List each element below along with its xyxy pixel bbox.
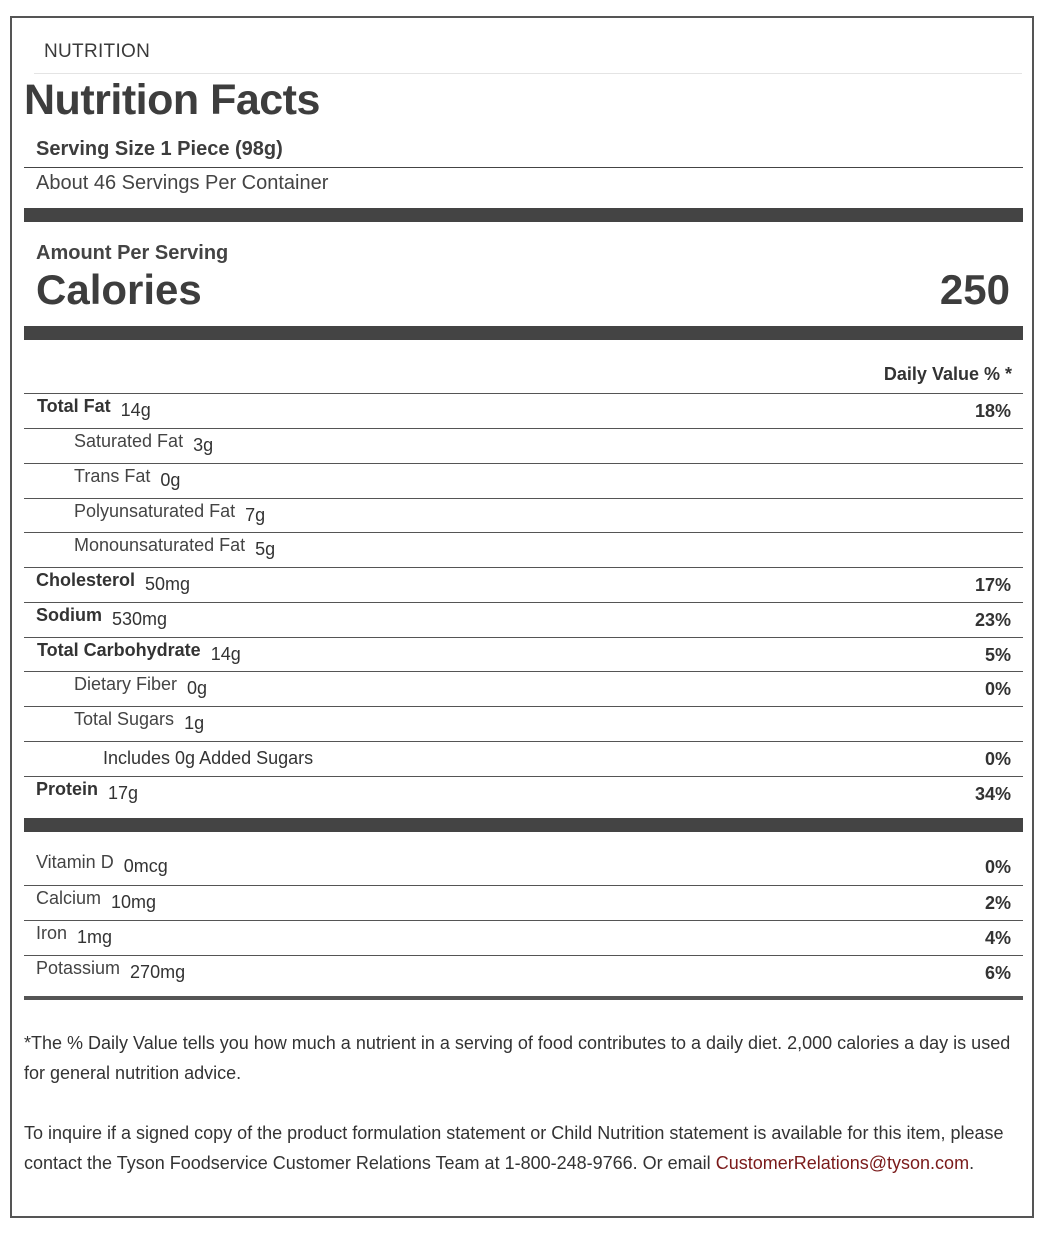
nutrient-row-dietary-fiber: [24, 671, 1023, 705]
nutrient-name: Total Carbohydrate 14g: [37, 640, 241, 664]
nutrient-name: Calcium 10mg: [36, 888, 157, 912]
bottom-divider: [24, 996, 1023, 1000]
inquiry-text: To inquire if a signed copy of the product formulation statement or Child Nutrition statement is available for this item, please contact the Tyson Foodservice Customer Relations Team at 1-800-248-9766. Or email: [24, 1123, 1004, 1173]
nutrient-amount: 270mg: [130, 962, 186, 982]
nutrient-row-trans-fat: [24, 463, 1023, 497]
section-label: NUTRITION: [34, 34, 1022, 74]
nutrient-amount: 14g: [210, 644, 241, 664]
nutrient-amount: 3g: [193, 435, 214, 455]
nutrient-name: Monounsaturated Fat 5g: [74, 535, 276, 559]
daily-value-footnote: *The % Daily Value tells you how much a nutrient in a serving of food contributes to a daily diet. 2,000 calories a day is used for general nutrition advice.: [24, 1033, 1011, 1083]
thick-divider: [24, 818, 1023, 832]
nutrient-amount: 50mg: [145, 574, 191, 594]
nutrition-facts-title: Nutrition Facts: [24, 76, 320, 124]
nutrient-daily-value: 17%: [974, 575, 1011, 595]
nutrient-row-monounsaturated-fat: [24, 532, 1023, 566]
amount-per-serving-label: Amount Per Serving: [36, 242, 229, 264]
nutrient-name: Total Sugars 1g: [74, 709, 205, 733]
thick-divider: [24, 326, 1023, 340]
nutrient-daily-value: 23%: [974, 610, 1011, 630]
nutrient-name: Trans Fat 0g: [74, 466, 181, 490]
nutrient-row-total-fat: [24, 393, 1023, 427]
nutrient-daily-value: 4%: [984, 928, 1011, 948]
nutrient-daily-value: 0%: [984, 749, 1011, 769]
nutrient-name: Cholesterol 50mg: [36, 570, 191, 594]
vitamin-row-potassium: [24, 955, 1023, 989]
nutrient-amount: 0mcg: [123, 856, 168, 876]
thick-divider: [24, 208, 1023, 222]
nutrient-daily-value: 0%: [984, 857, 1011, 877]
serving-size: Serving Size 1 Piece (98g): [36, 138, 283, 160]
nutrient-row-added-sugars: [24, 741, 1023, 775]
nutrient-amount: 17g: [108, 783, 139, 803]
nutrient-row-total-sugars: [24, 706, 1023, 740]
nutrient-name: Protein 17g: [36, 779, 139, 803]
nutrient-name: Iron 1mg: [36, 923, 113, 947]
nutrient-daily-value: 18%: [974, 401, 1011, 421]
nutrient-amount: 1mg: [77, 927, 113, 947]
nutrient-name: Polyunsaturated Fat 7g: [74, 501, 266, 525]
nutrient-name: Sodium 530mg: [36, 605, 168, 629]
nutrient-daily-value: 0%: [984, 679, 1011, 699]
nutrient-row-protein: [24, 776, 1023, 810]
inquiry-note: [24, 1118, 1014, 1178]
nutrient-row-saturated-fat: [24, 428, 1023, 462]
nutrient-row-sodium: [24, 602, 1023, 636]
nutrient-amount: 14g: [120, 400, 151, 420]
vitamin-row-iron: [24, 920, 1023, 954]
nutrient-name: Total Fat 14g: [37, 396, 151, 420]
divider: [24, 167, 1023, 168]
contact-email-link[interactable]: CustomerRelations@tyson.com: [715, 1153, 970, 1173]
nutrient-amount: 0g: [187, 678, 208, 698]
nutrient-name: Includes 0g Added Sugars: [103, 748, 314, 768]
nutrient-name: Dietary Fiber 0g: [74, 674, 208, 698]
nutrient-daily-value: 2%: [984, 893, 1011, 913]
nutrient-daily-value: 6%: [984, 963, 1011, 983]
calories-label: Calories: [36, 266, 202, 313]
servings-per-container: About 46 Servings Per Container: [36, 172, 329, 194]
nutrient-name: Vitamin D 0mcg: [36, 852, 168, 876]
nutrient-name: Potassium 270mg: [36, 958, 186, 982]
calories-value: 250: [939, 266, 1010, 313]
nutrient-daily-value: 34%: [974, 784, 1011, 804]
nutrient-daily-value: 5%: [984, 645, 1011, 665]
nutrient-amount: 530mg: [112, 609, 168, 629]
daily-value-header: Daily Value % *: [883, 364, 1012, 384]
vitamin-row-calcium: [24, 885, 1023, 919]
nutrient-amount: 5g: [255, 539, 276, 559]
inquiry-end: .: [969, 1153, 975, 1173]
nutrient-amount: 0g: [160, 470, 181, 490]
nutrient-row-cholesterol: [24, 567, 1023, 601]
nutrient-row-total-carbohydrate: [24, 637, 1023, 671]
vitamin-row-vitamin-d: [24, 850, 1023, 884]
nutrient-amount: 10mg: [111, 892, 157, 912]
nutrient-amount: 1g: [184, 713, 205, 733]
nutrient-name: Saturated Fat 3g: [74, 431, 214, 455]
nutrient-row-polyunsaturated-fat: [24, 498, 1023, 532]
nutrient-amount: 7g: [245, 505, 266, 525]
